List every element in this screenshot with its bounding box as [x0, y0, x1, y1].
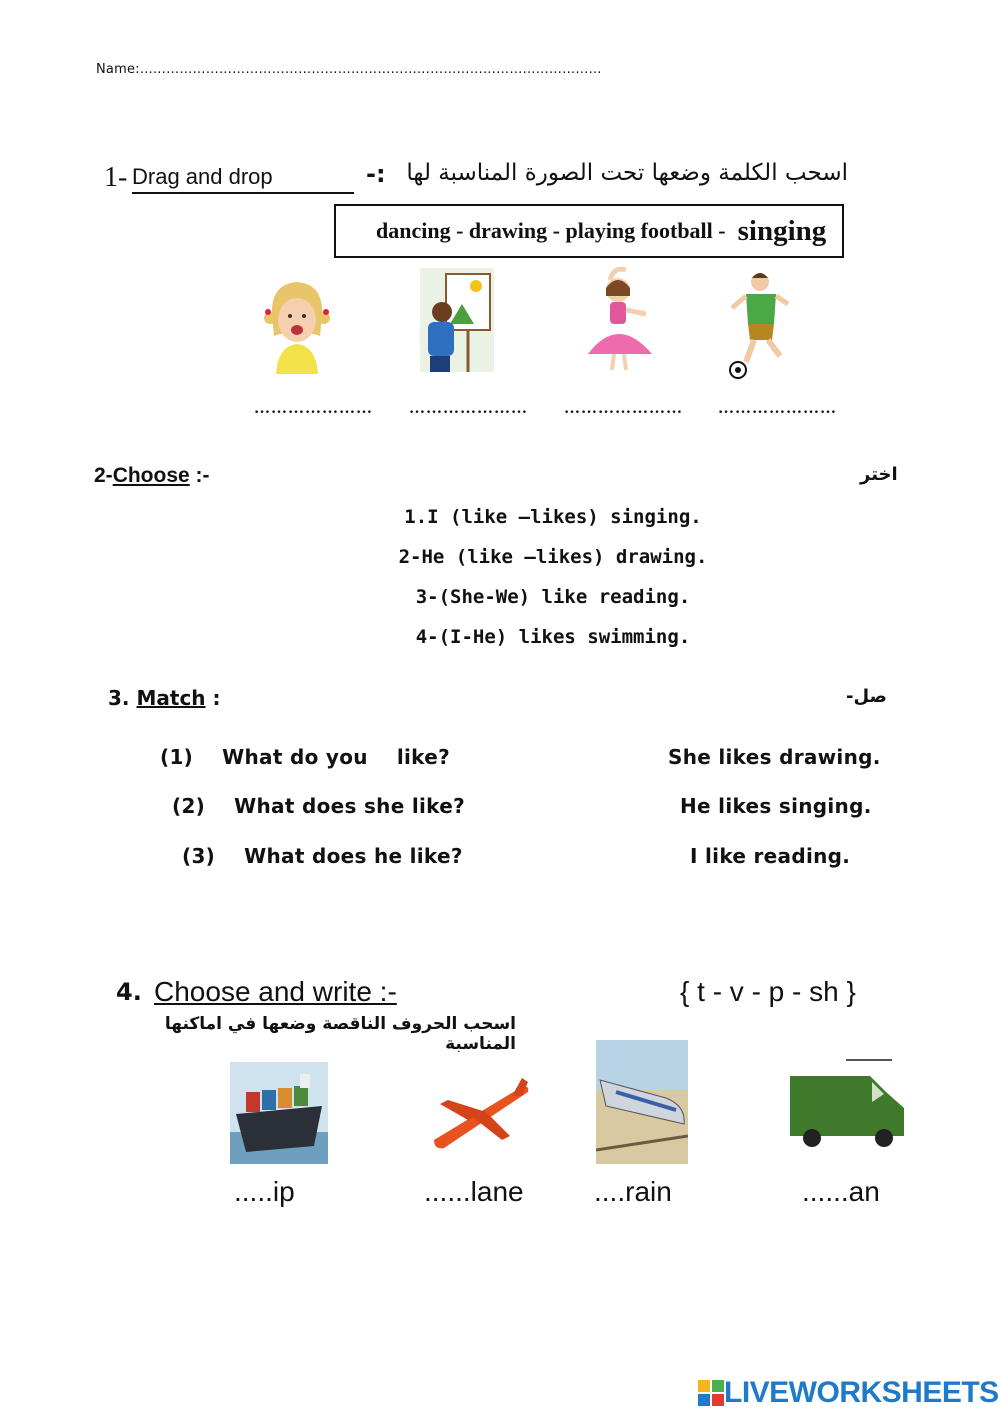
answer-blank[interactable]: …………………: [718, 400, 837, 417]
choose-item[interactable]: 4-(I-He) likes swimming.: [415, 626, 691, 648]
plane-icon: [430, 1074, 532, 1154]
section1-colon: -:: [366, 160, 386, 188]
section2-instruction-ar: اختر: [860, 464, 898, 485]
dancing-girl-icon: [580, 262, 658, 372]
section3-instruction-ar: صل-: [846, 686, 887, 707]
word-bank-main: dancing - drawing - playing football -: [376, 218, 726, 243]
letter-bank: { t - v - p - sh }: [680, 976, 856, 1007]
logo-text: LIVEWORKSHEETS: [724, 1376, 999, 1409]
match-answer[interactable]: I like reading.: [690, 844, 851, 868]
section4-instruction-ar: اسحب الحروف الناقصة وضعها في اماكنها المناسبة: [164, 1014, 516, 1054]
drawing-boy-icon: [420, 268, 494, 372]
section2-suffix: :-: [189, 464, 210, 487]
ship-icon: [230, 1062, 328, 1164]
match-answer[interactable]: He likes singing.: [680, 794, 872, 818]
section4-title-wrap: [154, 976, 397, 1008]
singing-girl-icon: [262, 276, 332, 374]
answer-blank[interactable]: …………………: [409, 400, 528, 417]
name-line: Name:……………………………………………………………………………………………: [96, 62, 602, 77]
choose-item[interactable]: 2-He (like –likes) drawing.: [398, 546, 708, 568]
section2-number: 2-: [94, 464, 113, 487]
section2-title: Choose: [112, 464, 190, 487]
match-question[interactable]: (3) What does he like?: [182, 844, 463, 868]
choose-item[interactable]: 1.I (like –likes) singing.: [404, 506, 702, 528]
section3-title: Match: [136, 686, 206, 710]
answer-blank[interactable]: …………………: [254, 400, 373, 417]
logo-blocks-icon: [698, 1380, 724, 1406]
section4-number: 4.: [116, 978, 142, 1006]
answer-blank[interactable]: …………………: [564, 400, 683, 417]
section4-title: Choose and write :-: [154, 976, 397, 1007]
section3-heading: [108, 686, 221, 710]
section2-heading: [94, 464, 210, 488]
choose-item[interactable]: 3-(She-We) like reading.: [415, 586, 691, 608]
missing-letter-word[interactable]: ....rain: [594, 1176, 672, 1207]
section3-suffix: :: [205, 686, 221, 710]
section1-title: Drag and drop: [132, 164, 354, 194]
missing-letter-word[interactable]: ......an: [802, 1176, 880, 1207]
van-icon: [786, 1058, 910, 1150]
football-boy-icon: [726, 268, 792, 380]
train-icon: [596, 1040, 688, 1164]
match-question[interactable]: (2) What does she like?: [172, 794, 465, 818]
liveworksheets-logo: [698, 1376, 999, 1410]
match-question[interactable]: (1) What do you like?: [160, 745, 450, 769]
missing-letter-word[interactable]: .....ip: [234, 1176, 295, 1207]
section1-instruction-ar: اسحب الكلمة وضعها تحت الصورة المناسبة لها: [406, 160, 848, 186]
match-answer[interactable]: She likes drawing.: [668, 745, 881, 769]
missing-letter-word[interactable]: ......lane: [424, 1176, 524, 1207]
section3-number: 3.: [108, 686, 130, 710]
section1-number: 1-: [104, 162, 128, 193]
word-bank: [334, 204, 844, 258]
word-bank-last: singing: [737, 214, 827, 247]
